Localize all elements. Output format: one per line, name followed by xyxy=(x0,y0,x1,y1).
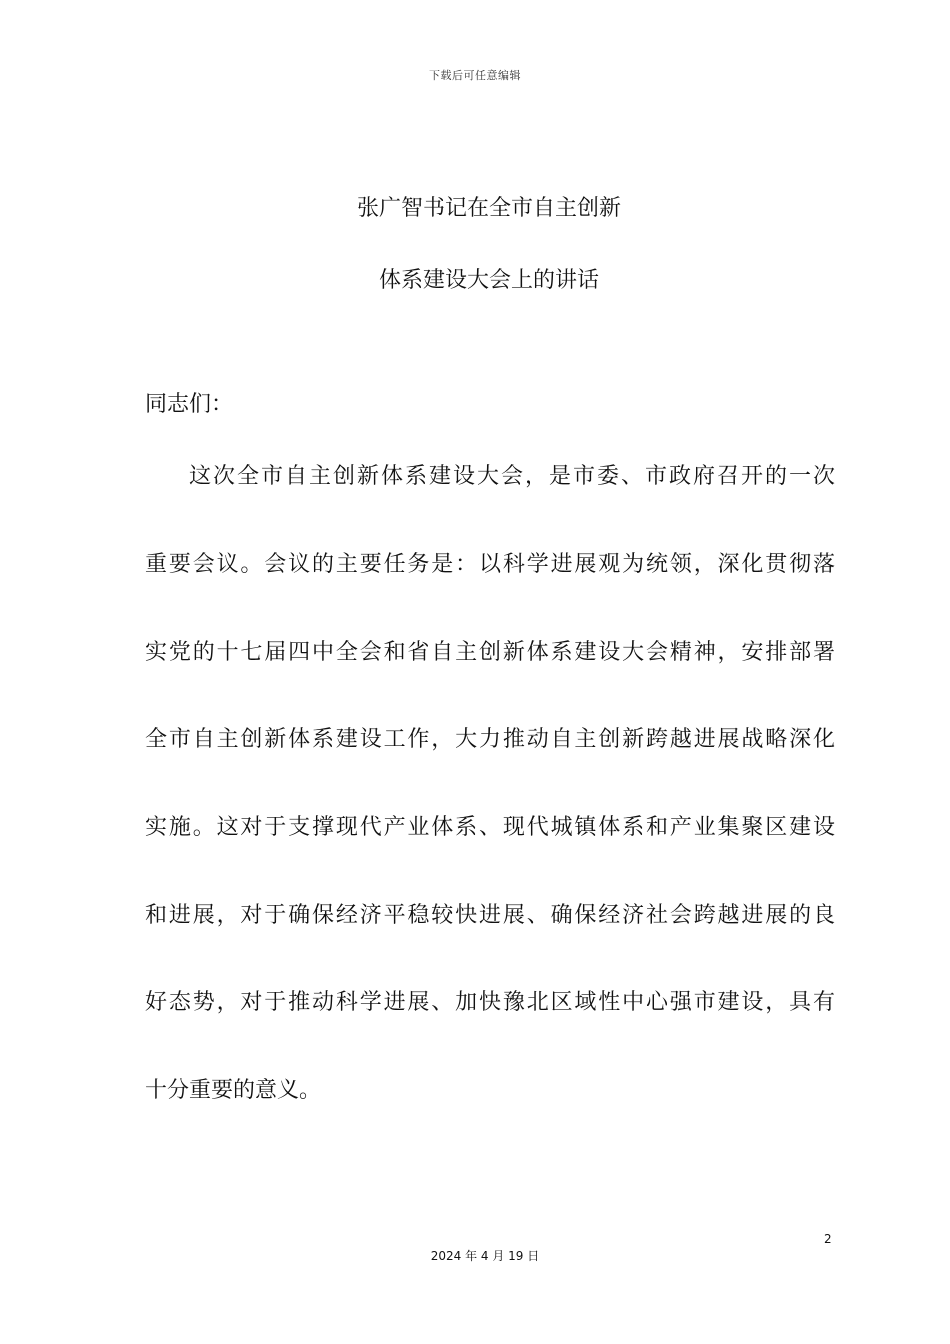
paragraph-line: 重要会议。会议的主要任务是：以科学进展观为统领，深化贯彻落 xyxy=(145,552,835,577)
paragraph-line: 和进展，对于确保经济平稳较快进展、确保经济社会跨越进展的良 xyxy=(145,903,835,928)
document-title-line-1: 张广智书记在全市自主创新 xyxy=(356,196,621,221)
paragraph-line: 全市自主创新体系建设工作，大力推动自主创新跨越进展战略深化 xyxy=(145,727,835,752)
document-title-line-2: 体系建设大会上的讲话 xyxy=(378,268,599,293)
paragraph-line: 这次全市自主创新体系建设大会，是市委、市政府召开的一次 xyxy=(189,464,835,489)
page-number: 2 xyxy=(824,1232,832,1246)
paragraph-line: 实党的十七届四中全会和省自主创新体系建设大会精神，安排部署 xyxy=(145,640,835,665)
paragraph-line: 实施。这对于支撑现代产业体系、现代城镇体系和产业集聚区建设 xyxy=(145,815,835,840)
paragraph-line: 好态势，对于推动科学进展、加快豫北区域性中心强市建设，具有 xyxy=(145,990,835,1015)
salutation: 同志们： xyxy=(145,392,234,417)
footer-date: 2024 年 4 月 19 日 xyxy=(430,1249,540,1263)
header-note: 下载后可任意编辑 xyxy=(429,69,521,82)
paragraph-line: 十分重要的意义。 xyxy=(145,1078,322,1103)
